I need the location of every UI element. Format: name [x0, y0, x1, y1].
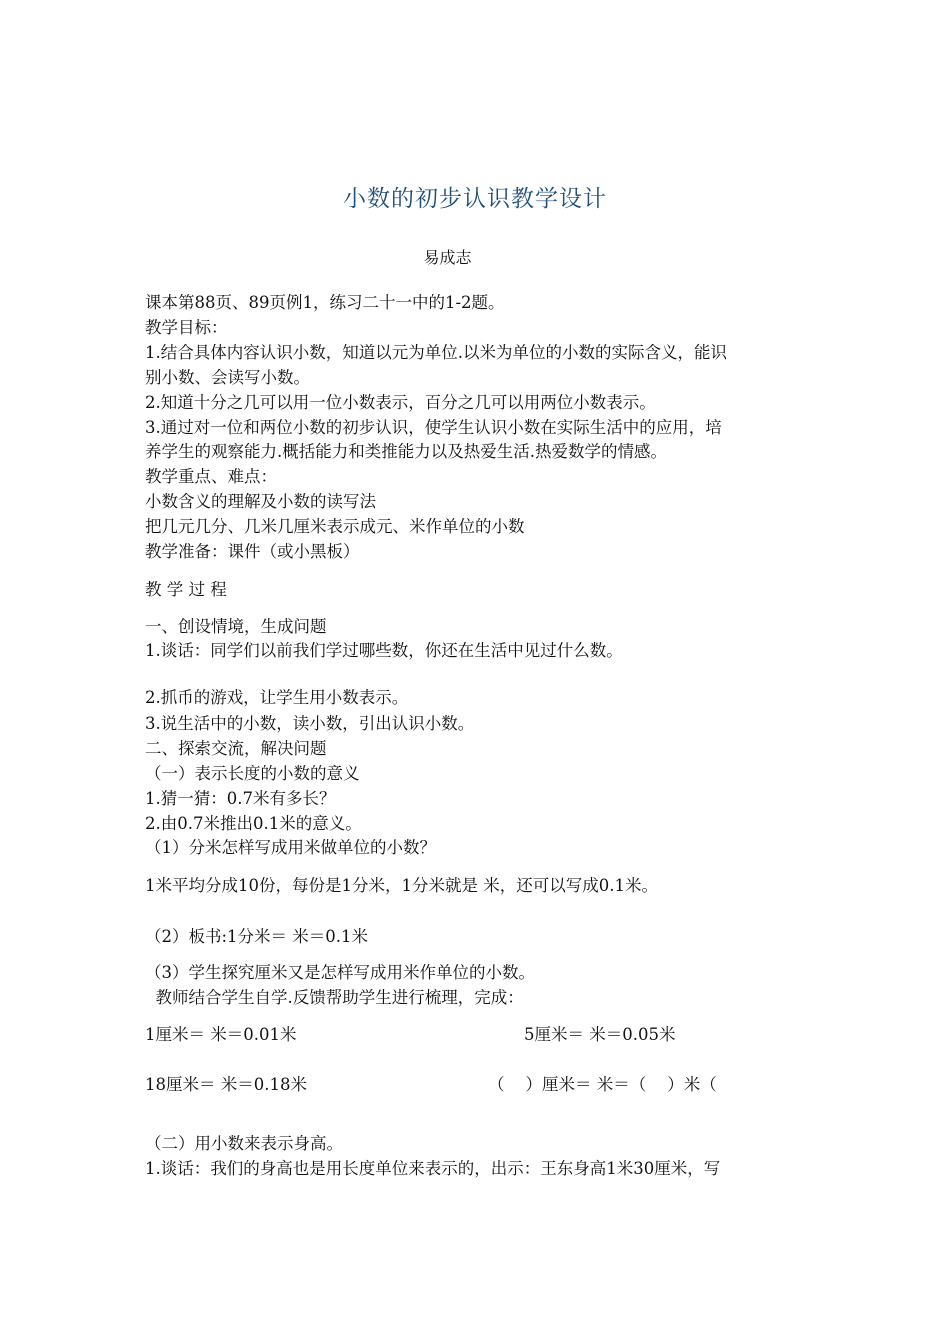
text-line: （二）用小数来表示身高。	[145, 1134, 343, 1153]
text-line: 1.猜一猜：0.7米有多长？	[145, 789, 336, 808]
equation-left: 1厘米＝ 米＝0.01米	[145, 1025, 297, 1044]
text-line: 养学生的观察能力.概括能力和类推能力以及热爱生活.热爱数学的情感。	[145, 442, 667, 461]
text-line: 1.结合具体内容认识小数，知道以元为单位.以米为单位的小数的实际含义，能识	[145, 343, 727, 362]
text-line: 教学目标：	[145, 318, 228, 337]
text-line: 2.由0.7米推出0.1米的意义。	[145, 814, 362, 833]
text-line: 1米平均分成10份，每份是1分米，1分米就是 米，还可以写成0.1米。	[145, 876, 658, 895]
text-line: 小数含义的理解及小数的读写法	[145, 492, 376, 511]
text-line: 3.通过对一位和两位小数的初步认识，使学生认识小数在实际生活中的应用，培	[145, 418, 722, 437]
text-line: 1.谈话：我们的身高也是用长度单位来表示的，出示：王东身高1米30厘米，写	[145, 1159, 721, 1178]
author-name: 易成志	[423, 248, 472, 267]
text-line: 别小数、会读写小数。	[145, 368, 310, 387]
equation-right: （ ）厘米＝ 米＝（ ）米（	[488, 1075, 717, 1094]
text-line: 3.说生活中的小数，读小数，引出认识小数。	[145, 714, 475, 733]
document-title: 小数的初步认识教学设计	[343, 186, 607, 212]
text-line: 教学准备：课件（或小黑板）	[145, 542, 360, 561]
text-line: （1）分米怎样写成用米做单位的小数？	[145, 838, 436, 857]
text-line: （3）学生探究厘米又是怎样写成用米作单位的小数。	[145, 963, 535, 982]
text-line: 1.谈话：同学们以前我们学过哪些数，你还在生活中见过什么数。	[145, 641, 623, 660]
text-line: 课本第88页、89页例1，练习二十一中的1-2题。	[145, 293, 505, 312]
text-line: 教师结合学生自学.反馈帮助学生进行梳理，完成：	[145, 988, 524, 1007]
text-line: （2）板书:1分米＝ 米＝0.1米	[145, 927, 369, 946]
equation-right: 5厘米＝ 米＝0.05米	[524, 1025, 676, 1044]
text-line: 教学重点、难点：	[145, 467, 277, 486]
equation-left: 18厘米＝ 米＝0.18米	[145, 1075, 307, 1094]
text-line: 2.知道十分之几可以用一位小数表示，百分之几可以用两位小数表示。	[145, 393, 656, 412]
text-line: （一）表示长度的小数的意义	[145, 764, 360, 783]
text-line: 把几元几分、几米几厘米表示成元、米作单位的小数	[145, 517, 525, 536]
text-line: 2.抓币的游戏，让学生用小数表示。	[145, 688, 409, 707]
section-heading: 教 学 过 程	[145, 580, 227, 599]
text-line: 一、创设情境，生成问题	[145, 617, 327, 636]
text-line: 二、探索交流，解决问题	[145, 739, 327, 758]
